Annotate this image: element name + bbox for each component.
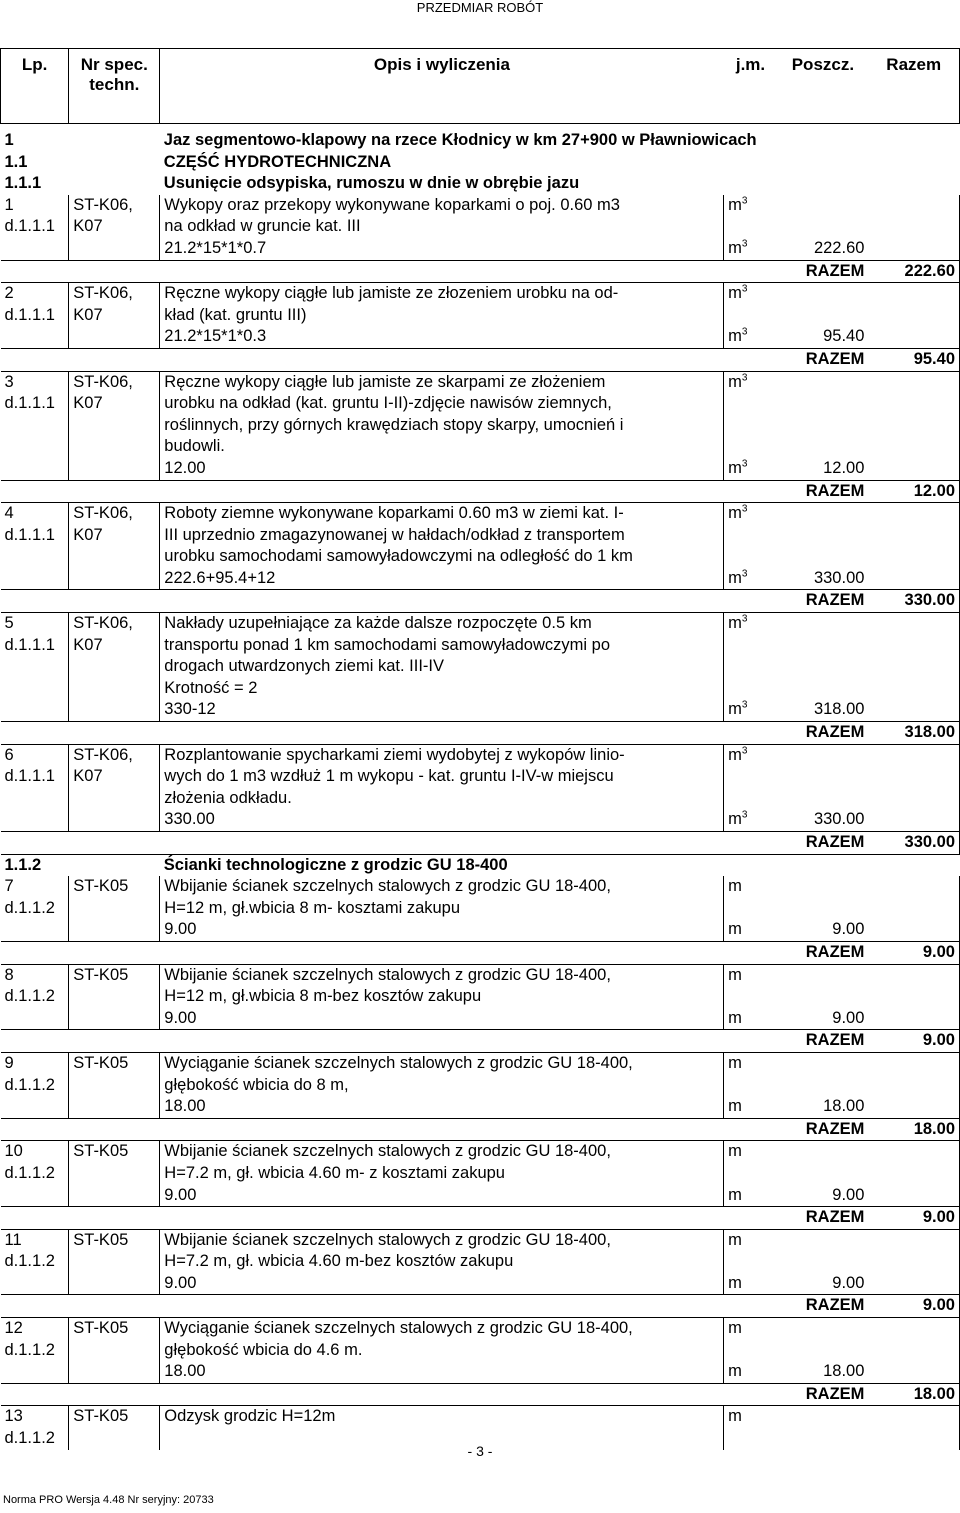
description-line: transportu ponad 1 km samochodami samowyładowczymi po bbox=[164, 635, 610, 654]
item-ref: d.1.1.2 bbox=[4, 1163, 55, 1182]
description-line: Wyciąganie ścianek szczelnych stalowych z grodzic GU 18-400, bbox=[164, 1319, 633, 1338]
calc-formula: 9.00 bbox=[160, 1273, 724, 1295]
item-spec bbox=[69, 613, 160, 700]
item-ref: d.1.1.1 bbox=[4, 394, 55, 413]
unit-exponent: 3 bbox=[741, 568, 748, 580]
software-version: Norma PRO Wersja 4.48 Nr seryjny: 20733 bbox=[3, 1494, 214, 1506]
razem-label: RAZEM bbox=[777, 1030, 868, 1053]
item-ref: d.1.1.1 bbox=[4, 305, 55, 324]
unit-cell bbox=[724, 1141, 778, 1185]
calc-row bbox=[1, 919, 960, 941]
item-description bbox=[160, 1318, 724, 1362]
unit-cell bbox=[724, 699, 778, 721]
col-header-lp: Lp. bbox=[1, 49, 69, 124]
unit-cell bbox=[724, 503, 778, 568]
col-header-spec: Nr spec. techn. bbox=[69, 49, 160, 124]
item-spec-line: K07 bbox=[73, 394, 103, 413]
total-quantity: 222.60 bbox=[868, 260, 959, 283]
unit: m bbox=[728, 1008, 742, 1027]
unit: m bbox=[728, 810, 742, 829]
item-description bbox=[160, 1229, 724, 1273]
unit-exponent: 3 bbox=[741, 195, 748, 207]
item-number bbox=[1, 1229, 69, 1273]
partial-quantity: 318.00 bbox=[813, 700, 865, 719]
item-description bbox=[160, 195, 724, 238]
razem-label: RAZEM bbox=[777, 1118, 868, 1141]
item-spec-line: ST-K05 bbox=[73, 1230, 129, 1249]
total-row bbox=[1, 1118, 960, 1141]
unit-exponent: 3 bbox=[741, 326, 748, 338]
unit: m bbox=[728, 1097, 742, 1116]
razem-label: RAZEM bbox=[777, 722, 868, 745]
calc-row bbox=[1, 326, 960, 348]
item-spec bbox=[69, 283, 160, 327]
description-line: głębokość wbicia do 4.6 m. bbox=[164, 1340, 363, 1359]
unit-exponent: 3 bbox=[741, 503, 748, 515]
unit-cell bbox=[724, 744, 778, 809]
item-ref: d.1.1.2 bbox=[4, 1075, 55, 1094]
item-spec bbox=[69, 1052, 160, 1096]
item-number bbox=[1, 876, 69, 919]
unit: m bbox=[728, 614, 742, 633]
unit: m bbox=[728, 1319, 742, 1338]
estimate-body bbox=[1, 130, 960, 1450]
section-title: Ścianki technologiczne z grodzic GU 18-400 bbox=[160, 854, 960, 876]
unit-cell bbox=[724, 964, 778, 1008]
item-spec bbox=[69, 1318, 160, 1362]
calc-formula: 9.00 bbox=[160, 1008, 724, 1030]
unit: m bbox=[728, 877, 742, 896]
item-spec-line: ST-K05 bbox=[73, 1142, 129, 1161]
item-ref: d.1.1.2 bbox=[4, 1340, 55, 1359]
item-spec-line: ST-K06, bbox=[73, 504, 133, 523]
item-row bbox=[1, 195, 960, 238]
unit-cell bbox=[724, 568, 778, 590]
unit-cell bbox=[724, 326, 778, 348]
description-line: Ręczne wykopy ciągłe lub jamiste ze skarpami ze złożeniem bbox=[164, 372, 606, 391]
partial-quantity: 222.60 bbox=[813, 238, 865, 257]
section-title: Usunięcie odsypiska, rumoszu w dnie w obrębie jazu bbox=[163, 174, 580, 193]
item-ref: d.1.1.2 bbox=[4, 1429, 55, 1448]
unit: m bbox=[728, 700, 742, 719]
estimate-table bbox=[0, 48, 960, 1450]
partial-quantity: 9.00 bbox=[832, 1273, 865, 1292]
description-line: Odzysk grodzic H=12m bbox=[164, 1407, 336, 1426]
item-number bbox=[1, 1052, 69, 1096]
item-spec bbox=[69, 1141, 160, 1185]
unit: m bbox=[728, 1185, 742, 1204]
calc-formula: 21.2*15*1*0.7 bbox=[160, 238, 724, 260]
item-lp: 12 bbox=[4, 1319, 23, 1338]
item-ref: d.1.1.1 bbox=[4, 767, 55, 786]
calc-row bbox=[1, 1273, 960, 1295]
col-header-jm: j.m. bbox=[724, 49, 778, 124]
unit-cell bbox=[724, 1096, 778, 1118]
item-description bbox=[160, 283, 724, 327]
unit-cell bbox=[724, 809, 778, 831]
section-number: 1.1.1 bbox=[4, 174, 42, 193]
description-line: budowli. bbox=[164, 437, 225, 456]
item-row bbox=[1, 1318, 960, 1362]
total-row bbox=[1, 348, 960, 371]
total-row bbox=[1, 722, 960, 745]
partial-quantity: 12.00 bbox=[823, 458, 865, 477]
total-row bbox=[1, 1295, 960, 1318]
page-number: - 3 - bbox=[467, 1443, 493, 1459]
unit-exponent: 3 bbox=[741, 745, 748, 757]
description-line: kład (kat. gruntu III) bbox=[164, 305, 307, 324]
total-quantity: 9.00 bbox=[868, 941, 959, 964]
partial-quantity: 330.00 bbox=[813, 810, 865, 829]
total-row bbox=[1, 480, 960, 503]
unit-cell bbox=[724, 458, 778, 480]
total-quantity: 9.00 bbox=[868, 1030, 959, 1053]
item-lp: 8 bbox=[4, 965, 14, 984]
description-line: Ręczne wykopy ciągłe lub jamiste ze złozeniem urobku na od- bbox=[164, 284, 619, 303]
item-spec-line: ST-K06, bbox=[73, 372, 133, 391]
unit-cell bbox=[724, 1185, 778, 1207]
item-row bbox=[1, 744, 960, 809]
description-line: III uprzednio zmagazynowanej w hałdach/odkład z transportem bbox=[164, 525, 625, 544]
unit: m bbox=[728, 1142, 742, 1161]
calc-formula: 330-12 bbox=[160, 699, 724, 721]
unit-exponent: 3 bbox=[741, 613, 748, 625]
description-line: H=7.2 m, gł. wbicia 4.60 m-bez kosztów zakupu bbox=[164, 1252, 514, 1271]
item-description bbox=[160, 876, 724, 919]
unit: m bbox=[728, 1230, 742, 1249]
item-ref: d.1.1.1 bbox=[4, 635, 55, 654]
item-ref: d.1.1.2 bbox=[4, 898, 55, 917]
item-spec-line: ST-K05 bbox=[73, 1407, 129, 1426]
partial-quantity: 9.00 bbox=[832, 1185, 865, 1204]
item-spec-line: K07 bbox=[73, 767, 103, 786]
item-ref: d.1.1.1 bbox=[4, 525, 55, 544]
calc-formula: 222.6+95.4+12 bbox=[160, 568, 724, 590]
item-spec-line: K07 bbox=[73, 217, 103, 236]
total-quantity: 330.00 bbox=[868, 832, 959, 855]
razem-label: RAZEM bbox=[777, 260, 868, 283]
item-number bbox=[1, 744, 69, 809]
calc-row bbox=[1, 1096, 960, 1118]
unit: m bbox=[728, 1362, 742, 1381]
partial-quantity: 330.00 bbox=[813, 568, 865, 587]
page-header-title: PRZEDMIAR ROBÓT bbox=[416, 0, 544, 15]
razem-label: RAZEM bbox=[777, 1295, 868, 1318]
description-line: H=12 m, gł.wbicia 8 m-bez kosztów zakupu bbox=[164, 987, 482, 1006]
item-spec bbox=[69, 744, 160, 809]
item-spec-line: ST-K05 bbox=[73, 877, 129, 896]
item-description bbox=[160, 503, 724, 568]
item-spec-line: ST-K05 bbox=[73, 1053, 129, 1072]
item-row bbox=[1, 1141, 960, 1185]
unit-cell bbox=[724, 238, 778, 260]
unit-cell bbox=[724, 283, 778, 327]
item-lp: 7 bbox=[4, 877, 14, 896]
section-title: CZĘŚĆ HYDROTECHNICZNA bbox=[163, 152, 392, 171]
total-quantity: 95.40 bbox=[868, 348, 959, 371]
item-description bbox=[160, 371, 724, 458]
item-number bbox=[1, 283, 69, 327]
item-ref: d.1.1.2 bbox=[4, 1252, 55, 1271]
calc-row bbox=[1, 458, 960, 480]
calc-row bbox=[1, 238, 960, 260]
item-spec-line: K07 bbox=[73, 635, 103, 654]
total-quantity: 18.00 bbox=[868, 1383, 959, 1406]
unit: m bbox=[728, 568, 742, 587]
section-number: 1 bbox=[4, 131, 14, 149]
unit-exponent: 3 bbox=[741, 372, 748, 384]
item-number bbox=[1, 195, 69, 238]
unit-cell bbox=[724, 195, 778, 238]
item-lp: 10 bbox=[4, 1142, 23, 1161]
unit: m bbox=[728, 504, 742, 523]
item-spec-line: K07 bbox=[73, 305, 103, 324]
description-line: H=12 m, gł.wbicia 8 m- kosztami zakupu bbox=[164, 898, 461, 917]
calc-formula: 18.00 bbox=[160, 1096, 724, 1118]
razem-label: RAZEM bbox=[777, 1207, 868, 1230]
unit: m bbox=[728, 284, 742, 303]
item-row bbox=[1, 1229, 960, 1273]
item-number bbox=[1, 371, 69, 458]
unit-cell bbox=[724, 613, 778, 700]
item-spec-line: ST-K06, bbox=[73, 284, 133, 303]
item-row bbox=[1, 503, 960, 568]
description-line: Wbijanie ścianek szczelnych stalowych z grodzic GU 18-400, bbox=[164, 877, 611, 896]
table-header-row bbox=[1, 49, 960, 124]
unit-cell bbox=[724, 371, 778, 458]
total-quantity: 9.00 bbox=[868, 1207, 959, 1230]
item-spec-line: ST-K06, bbox=[73, 195, 133, 214]
unit-exponent: 3 bbox=[741, 238, 748, 250]
description-line: Wykopy oraz przekopy wykonywane koparkami o poj. 0.60 m3 bbox=[164, 195, 620, 214]
calc-row bbox=[1, 1361, 960, 1383]
description-line: urobku samochodami samowyładowczymi na odległość do 1 km bbox=[164, 547, 633, 566]
calc-row bbox=[1, 1008, 960, 1030]
partial-quantity: 18.00 bbox=[823, 1097, 865, 1116]
calc-row bbox=[1, 809, 960, 831]
total-row bbox=[1, 1207, 960, 1230]
unit-cell bbox=[724, 1229, 778, 1273]
razem-label: RAZEM bbox=[777, 348, 868, 371]
calc-row bbox=[1, 1185, 960, 1207]
calc-formula: 9.00 bbox=[160, 1185, 724, 1207]
total-quantity: 318.00 bbox=[868, 722, 959, 745]
col-header-poszcz: Poszcz. bbox=[777, 49, 868, 124]
description-line: złożenia odkładu. bbox=[164, 788, 292, 807]
calc-formula: 330.00 bbox=[160, 809, 724, 831]
unit-cell bbox=[724, 1052, 778, 1096]
item-spec bbox=[69, 503, 160, 568]
description-line: Wyciąganie ścianek szczelnych stalowych z grodzic GU 18-400, bbox=[164, 1053, 633, 1072]
item-row bbox=[1, 283, 960, 327]
unit: m bbox=[728, 327, 742, 346]
unit: m bbox=[728, 920, 742, 939]
description-line: Wbijanie ścianek szczelnych stalowych z grodzic GU 18-400, bbox=[164, 965, 611, 984]
item-lp: 3 bbox=[4, 372, 14, 391]
razem-label: RAZEM bbox=[777, 1383, 868, 1406]
calc-formula: 18.00 bbox=[160, 1361, 724, 1383]
item-spec bbox=[69, 1229, 160, 1273]
item-spec-line: K07 bbox=[73, 525, 103, 544]
calc-formula: 9.00 bbox=[160, 919, 724, 941]
item-ref: d.1.1.1 bbox=[4, 217, 55, 236]
unit: m bbox=[728, 195, 742, 214]
description-line: Rozplantowanie spycharkami ziemi wydobytej z wykopów linio- bbox=[164, 745, 625, 764]
total-row bbox=[1, 590, 960, 613]
item-lp: 6 bbox=[4, 745, 14, 764]
unit: m bbox=[728, 1407, 742, 1426]
description-line: Krotność = 2 bbox=[164, 678, 258, 697]
total-row bbox=[1, 1030, 960, 1053]
description-line: głębokość wbicia do 8 m, bbox=[164, 1075, 349, 1094]
calc-formula: 21.2*15*1*0.3 bbox=[160, 326, 724, 348]
description-line: H=7.2 m, gł. wbicia 4.60 m- z kosztami zakupu bbox=[164, 1163, 505, 1182]
unit: m bbox=[728, 745, 742, 764]
total-quantity: 9.00 bbox=[868, 1295, 959, 1318]
item-row bbox=[1, 1052, 960, 1096]
calc-formula: 12.00 bbox=[160, 458, 724, 480]
item-number bbox=[1, 1318, 69, 1362]
item-ref: d.1.1.2 bbox=[4, 987, 55, 1006]
item-number bbox=[1, 613, 69, 700]
unit-exponent: 3 bbox=[741, 699, 748, 711]
item-lp: 4 bbox=[4, 504, 14, 523]
total-row bbox=[1, 1383, 960, 1406]
section-number: 1.1 bbox=[4, 152, 28, 171]
item-number bbox=[1, 1141, 69, 1185]
unit: m bbox=[728, 372, 742, 391]
unit-cell bbox=[724, 1273, 778, 1295]
item-spec bbox=[69, 964, 160, 1008]
section-number: 1.1.2 bbox=[1, 854, 69, 876]
razem-label: RAZEM bbox=[777, 941, 868, 964]
description-line: roślinnych, przy górnych krawędziach stopy skarpy, umocnień i bbox=[164, 415, 624, 434]
razem-label: RAZEM bbox=[777, 480, 868, 503]
unit-exponent: 3 bbox=[741, 283, 748, 295]
partial-quantity: 95.40 bbox=[823, 327, 865, 346]
unit: m bbox=[728, 1273, 742, 1292]
calc-row bbox=[1, 568, 960, 590]
total-row bbox=[1, 260, 960, 283]
description-line: Wbijanie ścianek szczelnych stalowych z grodzic GU 18-400, bbox=[164, 1142, 611, 1161]
col-header-razem: Razem bbox=[868, 49, 959, 124]
item-spec-line: ST-K05 bbox=[73, 1319, 129, 1338]
total-row bbox=[1, 941, 960, 964]
unit-exponent: 3 bbox=[741, 458, 748, 470]
total-quantity: 18.00 bbox=[868, 1118, 959, 1141]
item-description bbox=[160, 1052, 724, 1096]
unit-exponent: 3 bbox=[741, 809, 748, 821]
section-row bbox=[1, 130, 960, 152]
section-row bbox=[1, 854, 960, 876]
description-line: Roboty ziemne wykonywane koparkami 0.60 m3 w ziemi kat. I- bbox=[164, 504, 624, 523]
unit-cell bbox=[724, 919, 778, 941]
unit-cell bbox=[724, 1008, 778, 1030]
total-quantity: 12.00 bbox=[868, 480, 959, 503]
description-line: urobku na odkład (kat. gruntu I-II)-zdjęcie nawisów ziemnych, bbox=[164, 394, 612, 413]
item-lp: 2 bbox=[4, 284, 14, 303]
item-lp: 13 bbox=[4, 1407, 23, 1426]
item-spec-line: ST-K06, bbox=[73, 614, 133, 633]
item-lp: 1 bbox=[4, 195, 14, 214]
item-row bbox=[1, 964, 960, 1008]
item-number bbox=[1, 964, 69, 1008]
item-number bbox=[1, 503, 69, 568]
section-row bbox=[1, 152, 960, 174]
description-line: na odkład w gruncie kat. III bbox=[164, 217, 361, 236]
unit: m bbox=[728, 1053, 742, 1072]
section-row bbox=[1, 173, 960, 195]
partial-quantity: 18.00 bbox=[823, 1362, 865, 1381]
item-spec bbox=[69, 876, 160, 919]
total-quantity: 330.00 bbox=[868, 590, 959, 613]
description-line: wych do 1 m3 wzdłuż 1 m wykopu - kat. gruntu I-IV-w miejscu bbox=[164, 767, 614, 786]
item-spec-line: ST-K06, bbox=[73, 745, 133, 764]
unit: m bbox=[728, 965, 742, 984]
description-line: drogach utwardzonych ziemi kat. III-IV bbox=[164, 657, 444, 676]
description-line: Nakłady uzupełniające za każde dalsze rozpoczęte 0.5 km bbox=[164, 614, 592, 633]
calc-row bbox=[1, 699, 960, 721]
item-description bbox=[160, 744, 724, 809]
item-lp: 5 bbox=[4, 614, 14, 633]
unit: m bbox=[728, 458, 742, 477]
item-row bbox=[1, 371, 960, 458]
razem-label: RAZEM bbox=[777, 590, 868, 613]
total-row bbox=[1, 832, 960, 855]
unit-cell bbox=[724, 1318, 778, 1362]
item-spec-line: ST-K05 bbox=[73, 965, 129, 984]
item-row bbox=[1, 613, 960, 700]
razem-label: RAZEM bbox=[777, 832, 868, 855]
item-lp: 11 bbox=[4, 1230, 22, 1249]
item-description bbox=[160, 1141, 724, 1185]
col-header-opis: Opis i wyliczenia bbox=[160, 49, 724, 124]
item-description bbox=[160, 613, 724, 700]
section-title: Jaz segmentowo-klapowy na rzece Kłodnicy w km 27+900 w Pławniowicach bbox=[163, 131, 757, 149]
item-row bbox=[1, 876, 960, 919]
description-line: Wbijanie ścianek szczelnych stalowych z grodzic GU 18-400, bbox=[164, 1230, 611, 1249]
partial-quantity: 9.00 bbox=[832, 920, 865, 939]
unit-cell bbox=[724, 876, 778, 919]
partial-quantity: 9.00 bbox=[832, 1008, 865, 1027]
item-lp: 9 bbox=[4, 1053, 14, 1072]
item-spec bbox=[69, 195, 160, 238]
unit-cell bbox=[724, 1361, 778, 1383]
item-spec bbox=[69, 371, 160, 458]
item-description bbox=[160, 964, 724, 1008]
unit: m bbox=[728, 238, 742, 257]
